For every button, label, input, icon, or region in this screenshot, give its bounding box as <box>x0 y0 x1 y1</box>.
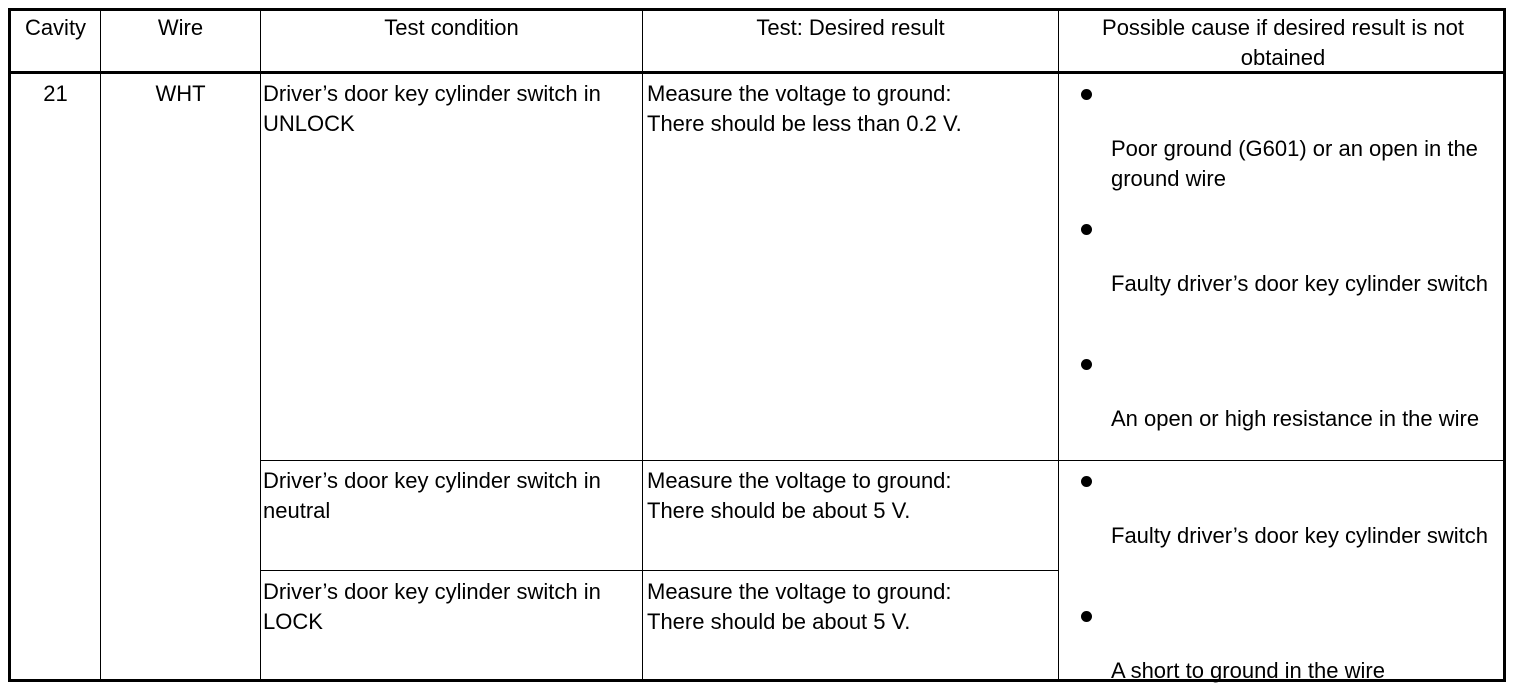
desired-result-line: There should be about 5 V. <box>647 609 911 634</box>
cause-item: A short to ground in the wire <box>1111 658 1385 683</box>
diagnostic-table <box>8 8 1506 682</box>
cavity-value: 21 <box>43 81 68 106</box>
cause-item: Faulty driver’s door key cylinder switch <box>1111 523 1488 548</box>
bullet-icon <box>1081 476 1092 487</box>
column-divider <box>642 11 643 679</box>
wire-value: WHT <box>155 81 206 106</box>
cause-item: Poor ground (G601) or an open in the ground wire <box>1111 136 1478 191</box>
test-condition-neutral: Driver’s door key cylinder switch in neutral <box>263 468 601 523</box>
column-divider <box>100 11 101 679</box>
desired-result-line: There should be about 5 V. <box>647 498 911 523</box>
header-possible-cause: Possible cause if desired result is not obtained <box>1102 15 1464 70</box>
test-condition-unlock: Driver’s door key cylinder switch in UNLOCK <box>263 81 601 136</box>
cause-item: An open or high resistance in the wire <box>1111 406 1480 431</box>
header-test-condition: Test condition <box>384 15 519 40</box>
bullet-icon <box>1081 224 1092 235</box>
header-desired-result: Test: Desired result <box>756 15 945 40</box>
desired-result-lock <box>647 577 1057 637</box>
bullet-icon <box>1081 611 1092 622</box>
row-divider <box>260 460 1503 461</box>
bullet-icon <box>1081 89 1092 100</box>
desired-result-line: Measure the voltage to ground: <box>647 468 952 493</box>
header-wire: Wire <box>157 15 204 40</box>
desired-result-neutral <box>647 466 1057 526</box>
desired-result-line: Measure the voltage to ground: <box>647 81 952 106</box>
cause-item: Faulty driver’s door key cylinder switch <box>1111 271 1488 296</box>
test-condition-lock: Driver’s door key cylinder switch in LOCK <box>263 579 601 634</box>
desired-result-line: Measure the voltage to ground: <box>647 579 952 604</box>
desired-result-line: There should be less than 0.2 V. <box>647 111 962 136</box>
column-divider <box>260 11 261 679</box>
row-divider <box>260 570 1058 571</box>
header-cavity: Cavity <box>24 15 87 40</box>
desired-result-unlock <box>647 79 1057 139</box>
bullet-icon <box>1081 359 1092 370</box>
column-divider <box>1058 11 1059 679</box>
